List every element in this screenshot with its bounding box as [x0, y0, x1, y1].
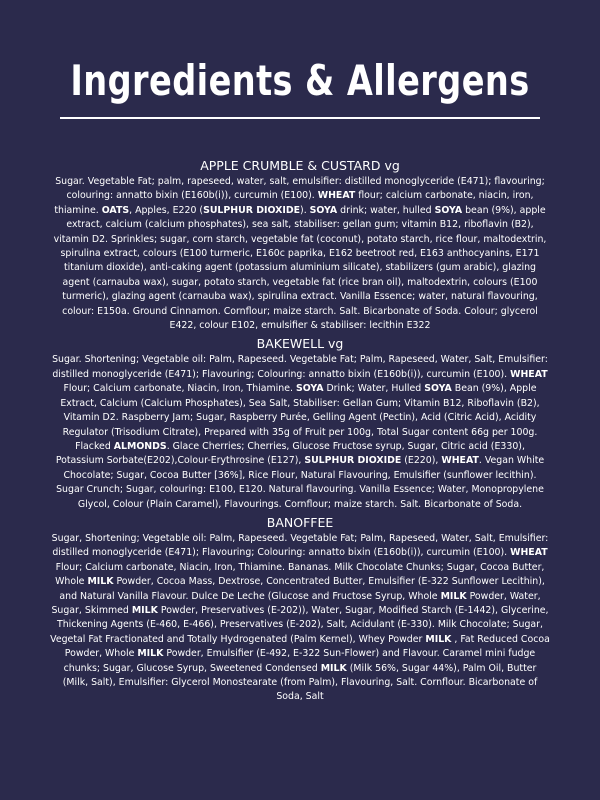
section-ingredients [50, 353, 550, 511]
ingredient-text: Powder, Preservatives (E-202)), Water, Sugar, Modified Starch (E-1442), Glycerine, Thickening Agents (E-460, E-466), Preservatives (E-202), Salt, Acidulant (E-330). Milk Chocolate; Sugar, Vegetal Fat Fractionated and Totally Hydrogenated (Palm Kernel), Whey Powder [50, 604, 549, 645]
allergen-text: SULPHUR DIOXIDE [203, 204, 301, 216]
allergen-text: SOYA [295, 383, 324, 395]
ingredient-text: Bean (9%), Apple Extract, Calcium (Calcium Phosphates), Sea Salt, Stabiliser: Gellan Gum; Vitamin B12, Riboflavin (B2), Vitamin D2. Raspberry Jam; Sugar, Raspberry Purée, Gelling Agent (Pectin), Acid (Citric Acid), Acidity Regulator (Trisodium Citrate), Prepared with 35g of Fruit per 100g, Total Sugar content 66g per 100g. Flacked [60, 383, 540, 452]
ingredient-text: , Fat Reduced Cocoa Powder, Whole [64, 633, 550, 660]
title-divider [60, 117, 540, 119]
ingredient-text: Powder, Water, Sugar, Skimmed [51, 590, 541, 616]
allergen-text: WHEAT [510, 368, 548, 380]
ingredient-text: bean (9%), apple extract, calcium (calcium phosphates), sea salt, stabiliser: gellan gum; vitamin B12, riboflavin (B2), vitamin D2. Sprinkles; sugar, corn starch, vegetable fat (coconut), potato starch, rice flour, maltodextrin, spirulina extract, colours (E100 turmeric, E160c paprika, E162 beetroot red, E163 anthocyanins, E171 titanium dioxide), anti-caking agent (potassium aluminium silicate), stabilizers (gum arabic), glazing agent (carnauba wax), sugar, potato starch, vegetable fat (rice bran oil), maltodextrin, colours (E100 turmeric), glazing agent (carnauba wax), spirulina extract. Vanilla Essence; water, natural flavouring, colour: E150a. Ground Cinnamon. Cornflour; maize starch. Salt. Bicarbonate of Soda. Colour; glycerol E422, colour E102, emulsifier & stabiliser: lecithin E322 [53, 204, 547, 332]
ingredient-text: flour; calcium carbonate, niacin, iron, thiamine. [54, 190, 534, 216]
ingredient-text: . Glace Cherries; Cherries, Glucose Fructose syrup, Sugar, Citric acid (E330), Potassium Sorbate(E202),Colour-Erythrosine (E127), [55, 440, 525, 467]
allergen-text: WHEAT [317, 190, 356, 202]
ingredient-text: Sugar, Shortening; Vegetable oil: Palm, Rapeseed. Vegetable Fat; Palm, Rapeseed, Water, Salt, Emulsifier: distilled monoglyceride (E471); Flavouring; Colouring: annatto bixin (E160b(i)), curcumin (E100). [51, 532, 549, 559]
ingredient-text: . Vegan White Chocolate; Sugar, Cocoa Butter [36%], Rice Flour, Natural Flavouring, Emulsifier (sunflower lecithin). Sugar Crunch; Sugar, colouring: E100, E120. Natural flavouring. Vanilla Essence; Water, Monopropylene Glycol, Colour (Plain Caramel), Flavourings. Cornflour; maize starch. Salt. Bicarbonate of Soda. [56, 455, 545, 510]
ingredient-text: (Milk 56%, Sugar 44%), Palm Oil, Butter (Milk, Salt), Emulsifier: Glycerol Monostearate (from Palm), Flavouring, Salt. Cornflour. Bicarbonate of Soda, Salt [62, 662, 538, 703]
allergen-text: SOYA [424, 383, 452, 395]
ingredient-text: , Apples, E220 ( [129, 204, 204, 216]
allergen-text: MILK [137, 648, 164, 660]
section-bakewell [50, 335, 550, 511]
allergen-text: SOYA [434, 204, 463, 216]
allergen-text: MILK [440, 590, 467, 602]
ingredient-text: Flour; Calcium carbonate, Niacin, Iron, Thiamine. Bananas. Milk Chocolate Chunks; Sugar, Cocoa Butter, Whole [55, 561, 545, 588]
section-ingredients [50, 532, 550, 705]
allergen-text: SULPHUR DIOXIDE [304, 455, 402, 467]
ingredient-text: Sugar. Vegetable Fat; palm, rapeseed, water, salt, emulsifier: distilled monoglyceride (E471); flavouring; colouring: annatto bixin (E160b(i)), curcumin (E100). [55, 176, 545, 202]
allergen-text: MILK [425, 633, 452, 645]
allergen-text: MILK [87, 576, 114, 588]
section-banoffee [50, 514, 550, 705]
section-title: APPLE CRUMBLE & CUSTARD vg [200, 158, 400, 173]
page-title: Ingredients & Allergens [70, 56, 530, 105]
section-ingredients [50, 175, 550, 333]
ingredient-text: ). [300, 204, 310, 216]
ingredient-sections [50, 157, 550, 707]
allergen-text: SOYA [309, 204, 338, 216]
ingredient-text: Drink; Water, Hulled [323, 383, 425, 395]
allergen-text: MILK [131, 604, 158, 616]
ingredient-text: drink; water, hulled [337, 204, 435, 216]
ingredient-text: (E220), [401, 455, 442, 467]
ingredient-text: Powder, Emulsifier (E-492, E-322 Sun-Flower) and Flavour. Caramel mini fudge chunks; Sugar, Glucose Syrup, Sweetened Condensed [63, 648, 536, 674]
ingredient-text: Powder, Cocoa Mass, Dextrose, Concentrated Butter, Emulsifier (E-322 Sunflower Lecithin), and Natural Vanilla Flavour. Dulce De Leche (Glucose and Fructose Syrup, Whole [59, 576, 545, 602]
allergen-text: MILK [320, 662, 347, 674]
allergen-text: WHEAT [510, 547, 548, 559]
ingredient-text: Flour; Calcium carbonate, Niacin, Iron, Thiamine. [63, 383, 296, 395]
section-title: BANOFFEE [266, 514, 334, 530]
section-apple-crumble [50, 157, 550, 333]
ingredient-text: Sugar. Shortening; Vegetable oil: Palm, Rapeseed. Vegetable Fat; Palm, Rapeseed, Water, Salt, Emulsifier: distilled monoglyceride (E471); Flavouring; Colouring: annatto bixin (E160b(i)), curcumin (E100). [52, 354, 548, 380]
section-title: BAKEWELL vg [256, 336, 344, 352]
allergen-text: WHEAT [441, 455, 479, 467]
allergen-text: ALMONDS [113, 440, 167, 452]
allergen-text: OATS [101, 204, 130, 216]
